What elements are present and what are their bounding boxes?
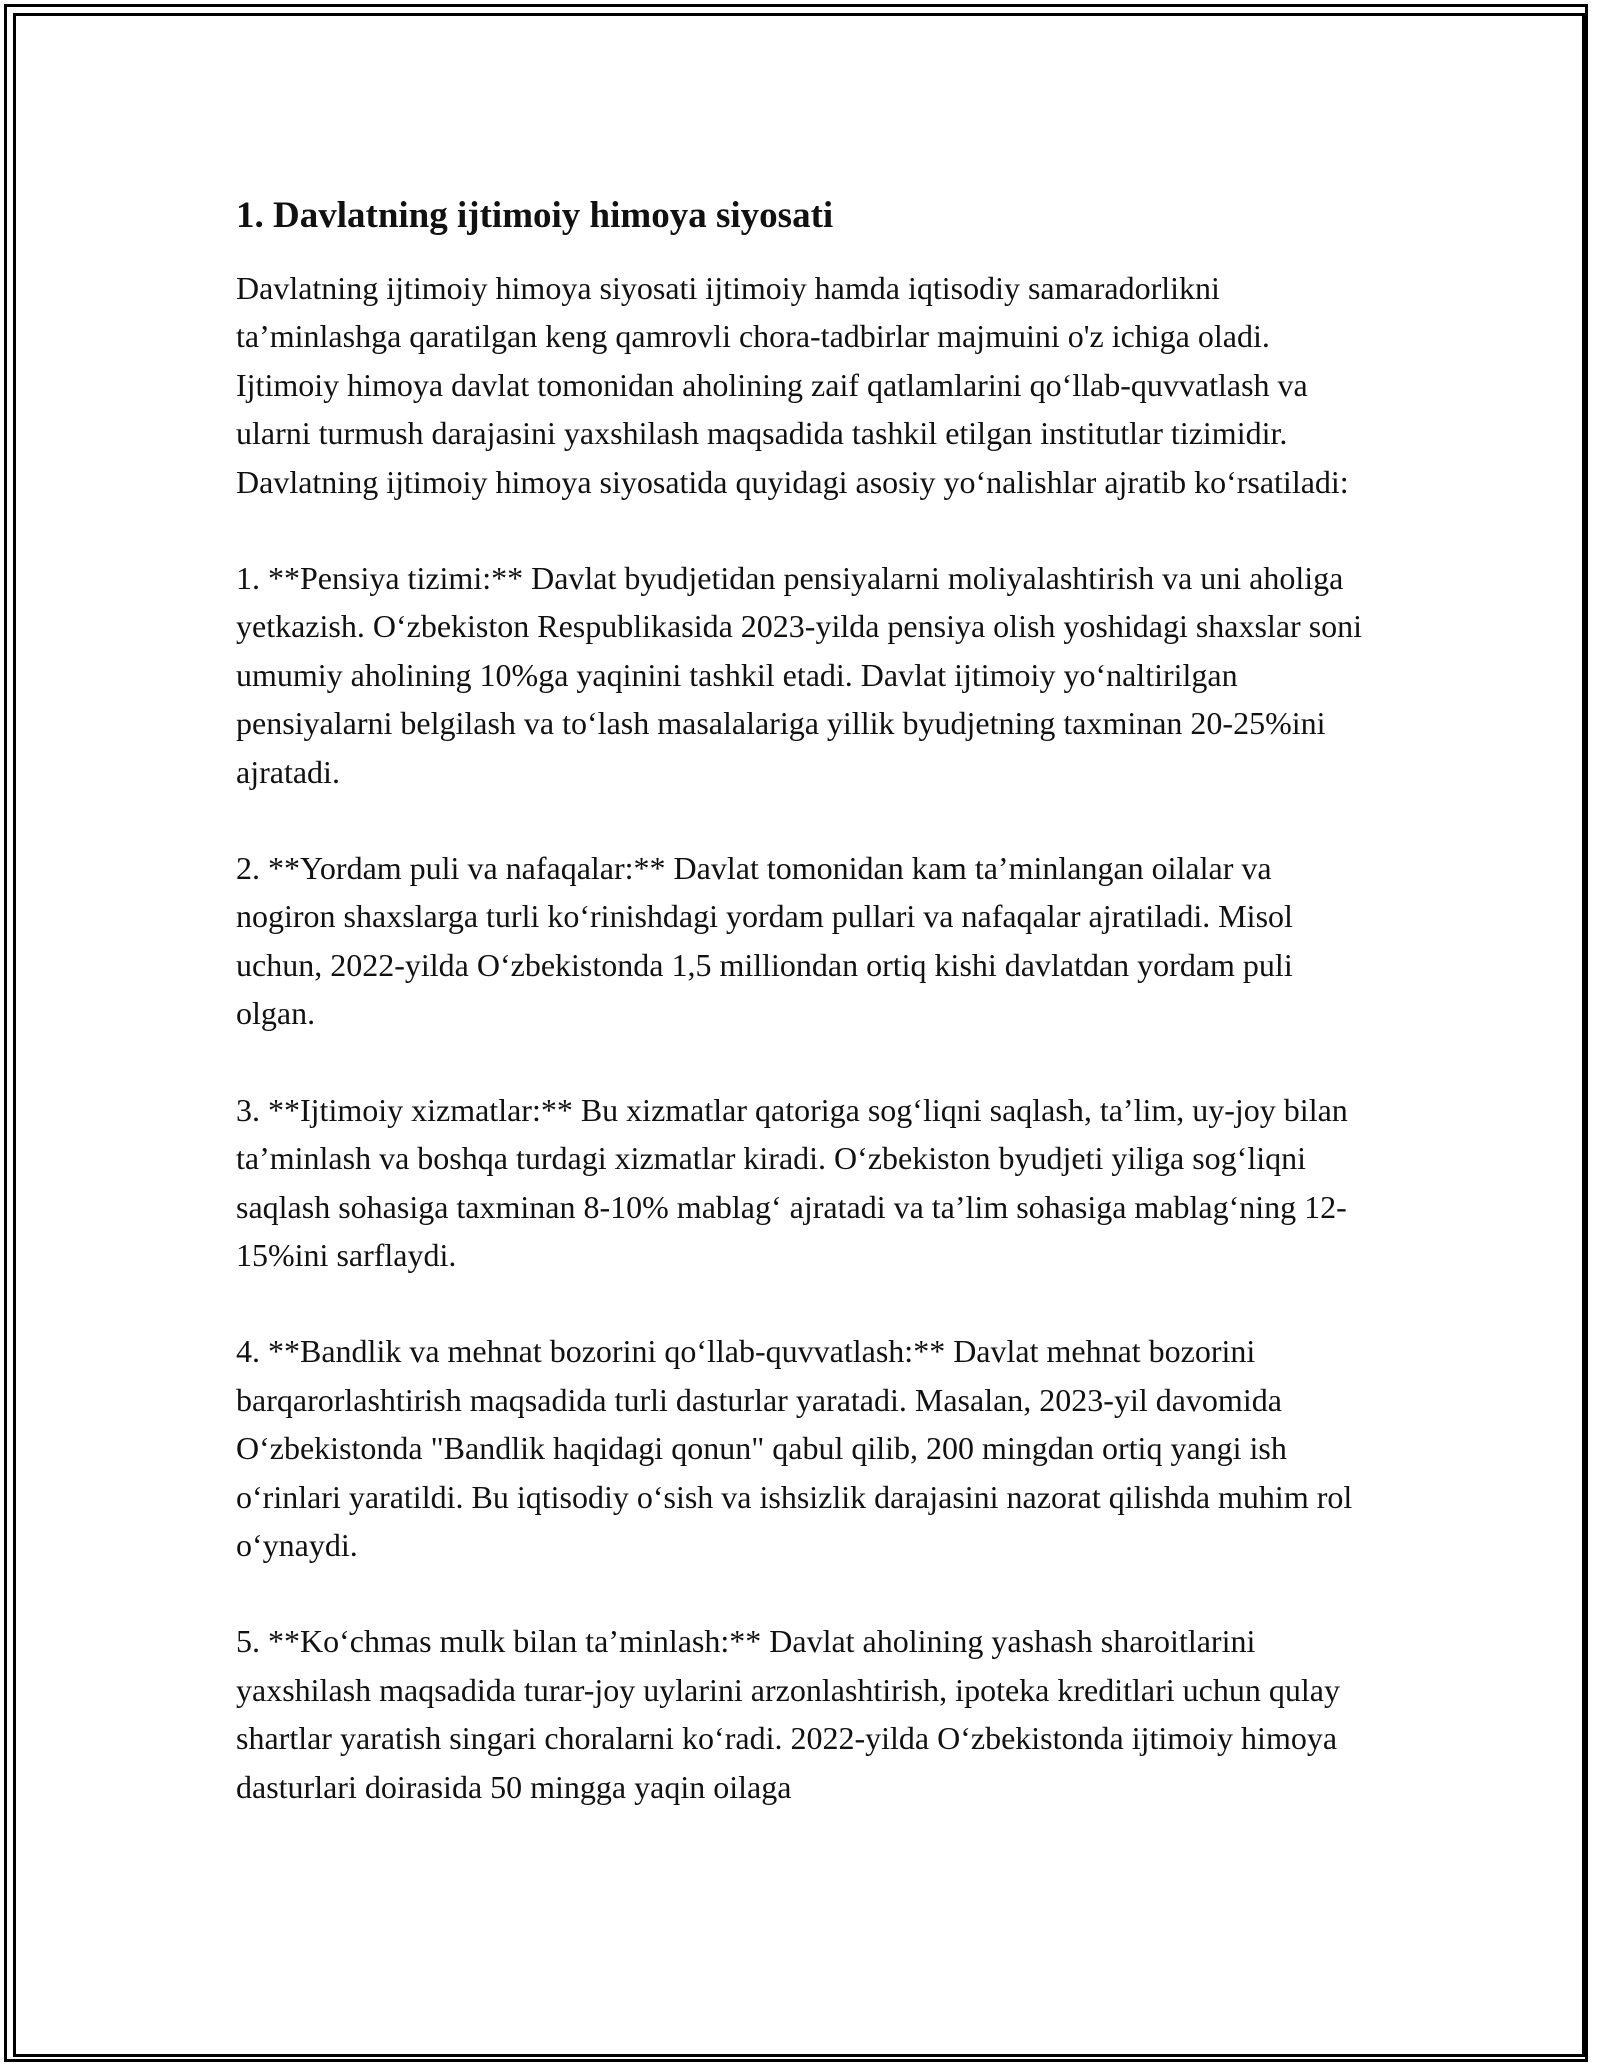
paragraph-employment: 4. **Bandlik va mehnat bozorini qo‘llab-quvvatlash:** Davlat mehnat bozorini barqarorlashtirish maqsadida turli dasturlar yaratadi. Masalan, 2023-yil davomida O‘zbekistonda "Bandlik haqidagi qonun" qabul qilib, 200 mingdan ortiq yangi ish o‘rinlari yaratildi. Bu iqtisodiy o‘sish va ishsizlik darajasini nazorat qilishda muhim rol o‘ynaydi. — [236, 1333, 1353, 1563]
paragraph-benefits: 2. **Yordam puli va nafaqalar:** Davlat tomonidan kam ta’minlangan oilalar va nogiron shaxslarga turli ko‘rinishdagi yordam pullari va nafaqalar ajratiladi. Misol uchun, 2022-yilda O‘zbekistonda 1,5 milliondan ortiq kishi davlatdan yordam puli olgan. — [236, 850, 1293, 1032]
intro-paragraph: Davlatning ijtimoiy himoya siyosati ijtimoiy hamda iqtisodiy samaradorlikni ta’minlashga qaratilgan keng qamrovli chora-tadbirlar majmuini o'z ichiga oladi. Ijtimoiy himoya davlat tomonidan aholining zaif qatlamlarini qo‘llab-quvvatlash va ularni turmush darajasini yaxshilash maqsadida tashkil etilgan institutlar tizimidir. Davlatning ijtimoiy himoya siyosatida quyidagi asosiy yo‘nalishlar ajratib ko‘rsatiladi: — [236, 270, 1349, 500]
document-body — [236, 186, 1376, 1859]
paragraph-housing: 5. **Ko‘chmas mulk bilan ta’minlash:** Davlat aholining yashash sharoitlarini yaxshilash maqsadida turar-joy uylarini arzonlashtirish, ipoteka kreditlari uchun qulay shartlar yaratish singari choralarni ko‘radi. 2022-yilda O‘zbekistonda ijtimoiy himoya dasturlari doirasida 50 mingga yaqin oilaga — [236, 1623, 1340, 1805]
section-heading: 1. Davlatning ijtimoiy himoya siyosati — [236, 195, 834, 236]
paragraph-pension-system: 1. **Pensiya tizimi:** Davlat byudjetidan pensiyalarni moliyalashtirish va uni aholiga yetkazish. O‘zbekiston Respublikasida 2023-yilda pensiya olish yoshidagi shaxslar soni umumiy aholining 10%ga yaqinini tashkil etadi. Davlat ijtimoiy yo‘naltirilgan pensiyalarni belgilash va to‘lash masalalariga yillik byudjetning taxminan 20-25%ini ajratadi. — [236, 560, 1363, 790]
paragraph-social-services: 3. **Ijtimoiy xizmatlar:** Bu xizmatlar qatoriga sog‘liqni saqlash, ta’lim, uy-joy bilan ta’minlash va boshqa turdagi xizmatlar kiradi. O‘zbekiston byudjeti yiliga sog‘liqni saqlash sohasiga taxminan 8-10% mablag‘ ajratadi va ta’lim sohasiga mablag‘ning 12-15%ini sarflaydi. — [236, 1091, 1348, 1273]
